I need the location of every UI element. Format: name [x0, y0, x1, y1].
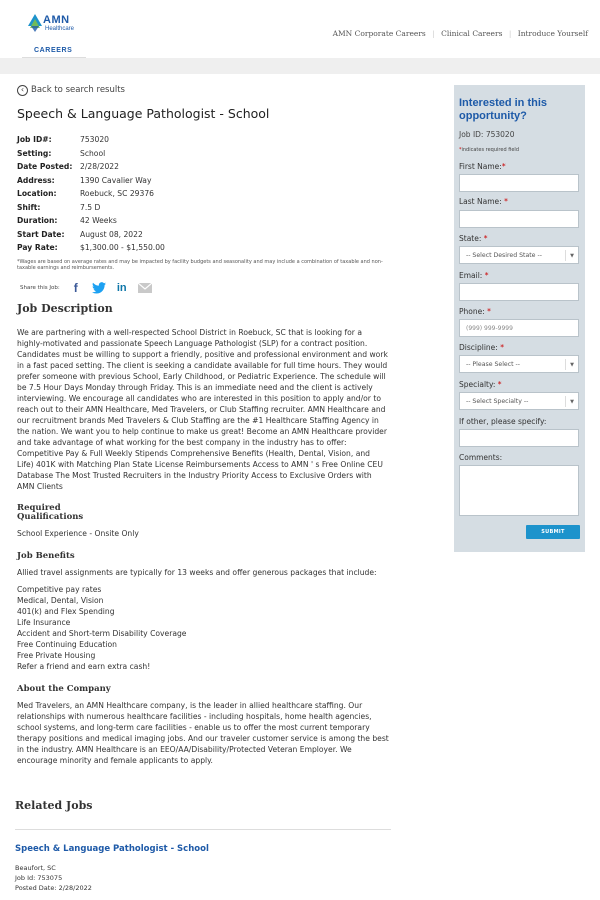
other-specify-field[interactable]	[459, 429, 579, 447]
related-job-id: Job Id: 753075	[15, 874, 63, 882]
info-value: Roebuck, SC 29376	[80, 189, 154, 199]
about-company-heading: About the Company	[17, 683, 111, 694]
other-specify-label: If other, please specify:	[459, 417, 547, 426]
chevron-down-icon: ▼	[570, 362, 574, 368]
related-jobs-heading: Related Jobs	[15, 799, 93, 812]
info-row-date-posted	[17, 160, 397, 174]
nav-corporate-careers[interactable]: AMN Corporate Careers	[332, 29, 426, 38]
info-row-start-date	[17, 228, 397, 242]
info-row-address	[17, 174, 397, 188]
info-value: 42 Weeks	[80, 216, 117, 226]
list-item: Life Insurance	[17, 617, 71, 627]
job-description-text: We are partnering with a well-respected School District in Roebuck, SC that is looking for a highly-motivated and passionate Speech Language Pathologist (SLP) for a contract position. Candidates must be willing to support a friendly, positive and professional environment and work in a fast paced setting. The client is seeking a candidate available for full time hours. They would prefer someone with previous School, Early Childhood, or Pediatric Experience. The schedule will be 7.5 Hour Days Monday through Friday. This is an immediate need and the client is actively interviewing. We encourage all candidates who are interested in this position to apply and/or to reach out to their AMN Healthcare, Med Travelers, or Club Staffing recruiter. AMN Healthcare and our recruitment brands Med Travelers & Club Staffing are the #1 Healthcare Staffing Agency in the nation. We want you to help continue to make us great! Become an AMN Healthcare provider and take advantage of what working for the best company in the industry has to offer: Competitive Pay & Full Weekly Stipends Comprehensive Benefits (Health, Dental, Vision, and Life) 401K with Matching Plan State License Reimbursements Access to AMN ' s Free Online CEU Database The Most Trusted Recruiters in the Industry Priority Access to Exclusive Orders with AMN Clients	[17, 327, 388, 491]
list-item: Free Private Housing	[17, 650, 96, 660]
list-item: 401(k) and Flex Spending	[17, 606, 115, 616]
nav-clinical-careers[interactable]: Clinical Careers	[441, 29, 503, 38]
info-value: 7.5 D	[80, 202, 101, 212]
submit-button[interactable]: SUBMIT	[526, 525, 580, 539]
phone-placeholder: (999) 999-9999	[466, 324, 513, 332]
state-select-value: -- Select Desired State --	[466, 251, 542, 259]
info-row-shift	[17, 201, 397, 215]
site-header	[0, 0, 600, 60]
logo-subtitle: Healthcare	[45, 26, 75, 32]
email-label: Email: *	[459, 271, 489, 280]
wage-disclaimer: *Wages are based on average rates and may be impacted by facility budgets and seasonality and may include a combination of taxable and non-taxable earnings and reimbursements.	[17, 258, 383, 271]
list-item: Free Continuing Education	[17, 639, 117, 649]
last-name-label: Last Name: *	[459, 197, 508, 206]
state-select[interactable]	[459, 246, 579, 264]
job-info-list	[17, 133, 397, 255]
top-navigation	[329, 29, 588, 38]
twitter-icon[interactable]	[92, 281, 106, 295]
discipline-select-value: -- Please Select --	[466, 360, 520, 368]
info-value: August 08, 2022	[80, 229, 143, 239]
info-row-job-id	[17, 133, 397, 147]
related-job-link[interactable]: Speech & Language Pathologist - School	[15, 844, 209, 854]
info-label: Start Date:	[17, 229, 65, 239]
discipline-select[interactable]	[459, 355, 579, 373]
back-label: Back to search results	[31, 85, 125, 95]
specialty-select[interactable]	[459, 392, 579, 410]
info-label: Pay Rate:	[17, 243, 58, 253]
job-benefits-intro: Allied travel assignments are typically for 13 weeks and offer generous packages that include:	[17, 567, 377, 577]
phone-label: Phone: *	[459, 307, 491, 316]
info-row-setting	[17, 147, 397, 161]
info-label: Location:	[17, 189, 57, 199]
info-label: Address:	[17, 175, 55, 185]
email-field[interactable]	[459, 283, 579, 301]
info-value: 2/28/2022	[80, 162, 119, 172]
about-company-text: Med Travelers, an AMN Healthcare company, is the leader in allied healthcare staffing. Our relationships with numerous healthcare facilities - including hospitals, home health agencies, school systems, and long-term care facilities - enable us to offer the most current temporary therapy positions and medical imaging jobs. And our traveler customer service is among the best in the industry. AMN Healthcare is an EEO/AA/Disability/Protected Veteran Employer. We encourage minority and female applicants to apply.	[17, 700, 389, 765]
nav-introduce-yourself[interactable]: Introduce Yourself	[517, 29, 588, 38]
share-bar	[17, 280, 397, 296]
info-value: 1390 Cavalier Way	[80, 175, 152, 185]
email-icon[interactable]	[138, 281, 152, 295]
first-name-label: First Name:*	[459, 162, 506, 171]
last-name-field[interactable]	[459, 210, 579, 228]
share-label: Share this Job:	[20, 284, 60, 291]
related-job-meta	[15, 863, 92, 893]
back-to-search-link[interactable]	[17, 84, 397, 96]
phone-field[interactable]	[459, 319, 579, 337]
info-label: Duration:	[17, 216, 58, 226]
amn-logo-icon	[28, 14, 42, 32]
job-detail	[17, 84, 397, 766]
form-title: Interested in this opportunity?	[459, 97, 548, 122]
chevron-down-icon: ▼	[570, 399, 574, 405]
related-job-posted: Posted Date: 2/28/2022	[15, 884, 92, 892]
amn-logo[interactable]	[22, 8, 86, 58]
logo-brand: AMN	[43, 14, 70, 26]
header-band	[0, 58, 600, 74]
comments-label: Comments:	[459, 453, 503, 462]
list-item: Accident and Short-term Disability Coverage	[17, 628, 187, 638]
list-item: Refer a friend and earn extra cash!	[17, 661, 151, 671]
linkedin-icon[interactable]: in	[116, 281, 127, 294]
job-description-heading: Job Description	[17, 301, 113, 315]
job-benefits-heading: Job Benefits	[17, 550, 75, 561]
specialty-select-value: -- Select Specialty --	[466, 397, 529, 405]
state-label: State: *	[459, 234, 488, 243]
info-value: $1,300.00 - $1,550.00	[80, 243, 165, 253]
nav-separator: |	[508, 29, 512, 38]
info-label: Shift:	[17, 202, 41, 212]
info-label: Date Posted:	[17, 162, 73, 172]
list-item: Competitive pay rates	[17, 584, 102, 594]
info-row-pay-rate	[17, 241, 397, 255]
required-note: *indicates required field	[459, 147, 519, 153]
divider	[15, 829, 391, 830]
comments-textarea[interactable]	[459, 465, 579, 516]
specialty-label: Specialty: *	[459, 380, 502, 389]
info-label: Setting:	[17, 148, 52, 158]
info-row-location	[17, 187, 397, 201]
info-row-duration	[17, 214, 397, 228]
required-qualifications-text: School Experience - Onsite Only	[17, 528, 139, 538]
benefits-list	[17, 584, 397, 672]
chevron-down-icon: ▼	[570, 253, 574, 259]
facebook-icon[interactable]: f	[73, 280, 78, 295]
first-name-field[interactable]	[459, 174, 579, 192]
apply-form-panel	[454, 85, 585, 552]
info-value: School	[80, 148, 106, 158]
job-title: Speech & Language Pathologist - School	[17, 106, 270, 121]
arrow-left-icon: ‹	[17, 85, 28, 96]
logo-careers-tag: CAREERS	[34, 47, 73, 54]
info-value: 753020	[80, 135, 109, 145]
nav-separator: |	[432, 29, 435, 38]
discipline-label: Discipline: *	[459, 343, 504, 352]
related-job-location: Beaufort, SC	[15, 864, 56, 872]
required-qualifications-heading: Required Qualifications	[17, 502, 84, 522]
list-item: Medical, Dental, Vision	[17, 595, 104, 605]
info-label: Job ID#:	[17, 135, 52, 145]
form-job-id: Job ID: 753020	[459, 130, 515, 139]
